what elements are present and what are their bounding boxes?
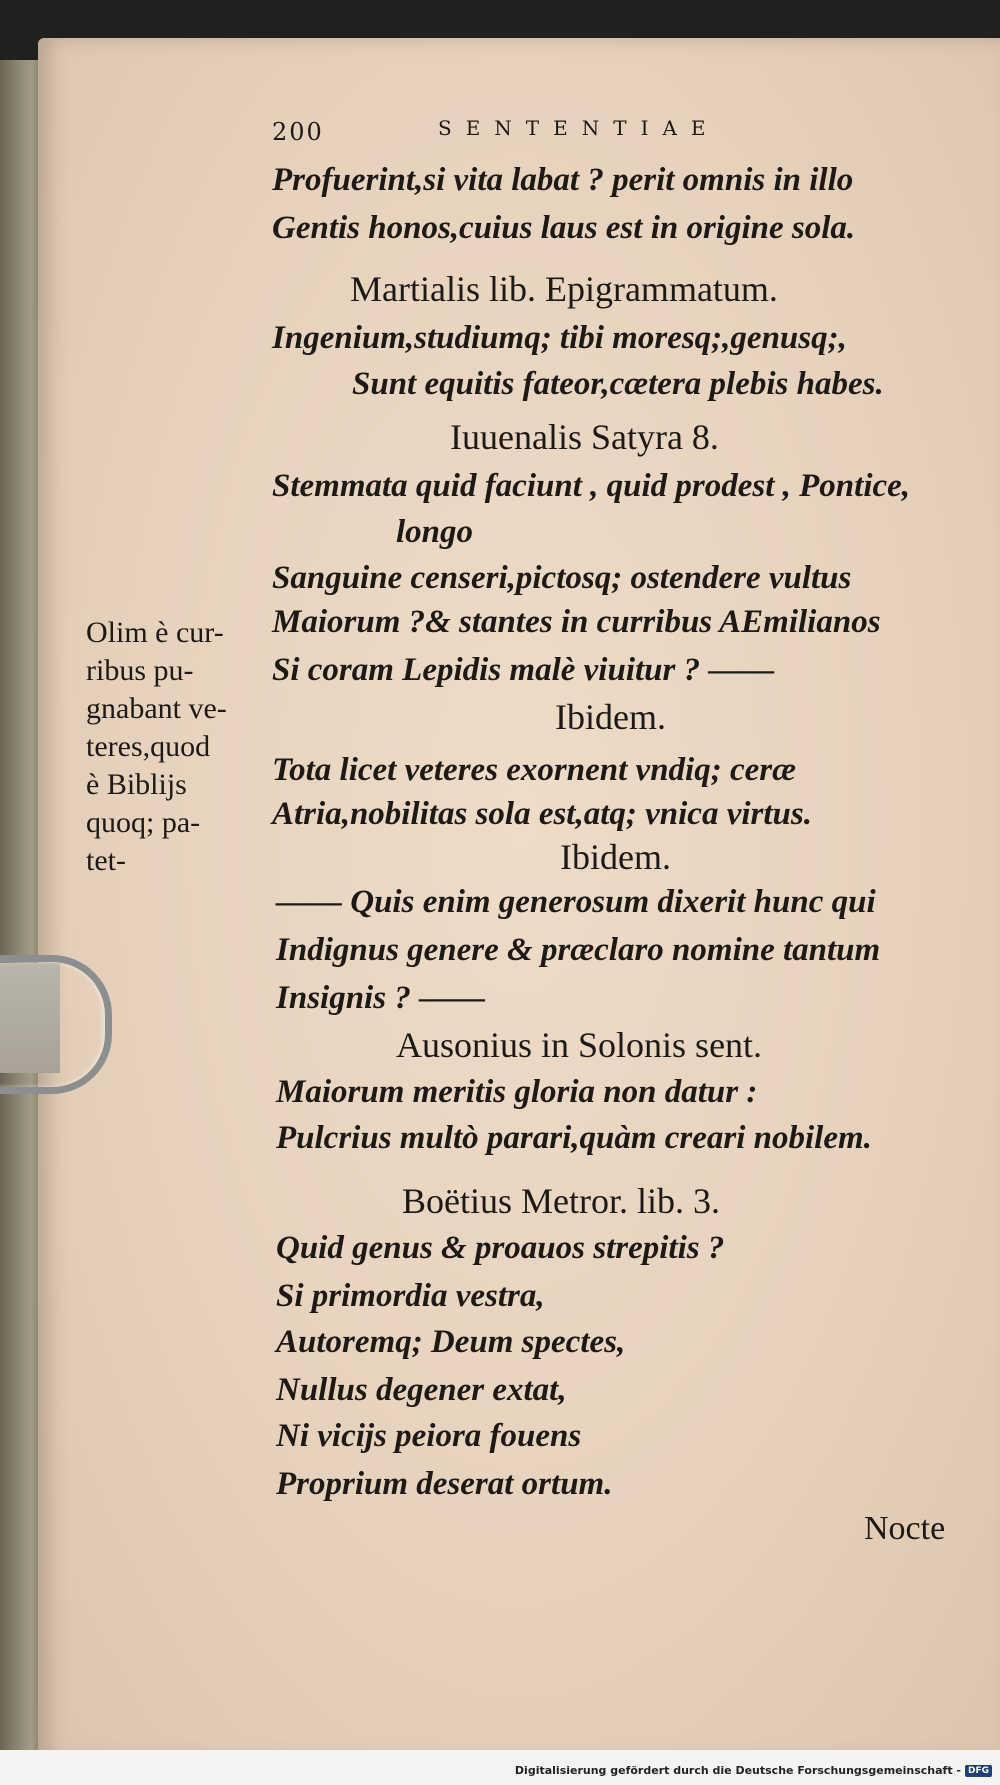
dfg-logo: DFG [965, 1765, 992, 1777]
verse-line: Indignus genere & præclaro nomine tantum [276, 932, 881, 968]
verse-line: Sanguine censeri,pictosq; ostendere vultus [272, 560, 852, 596]
verse-line: Ingenium,studiumq; tibi moresq;,genusq;, [272, 320, 847, 356]
verse-line: Proprium deserat ortum. [276, 1466, 613, 1502]
page-number: 200 [272, 118, 324, 146]
margin-note [86, 614, 276, 880]
verse-line: Insignis ? —— [276, 980, 486, 1016]
margin-note-line: ribus pu- [86, 654, 194, 687]
verse-line: Maiorum meritis gloria non datur : [276, 1074, 758, 1110]
verse-line: —— Quis enim generosum dixerit hunc qui [276, 884, 876, 920]
verse-line: Stemmata quid faciunt , quid prodest , Pontice, [272, 468, 911, 504]
margin-note-line: è Biblijs [86, 768, 187, 801]
verse-line: Si primordia vestra, [276, 1278, 545, 1314]
margin-note-line: gnabant ve- [86, 692, 227, 725]
section-heading: Ibidem. [555, 697, 666, 737]
verse-line: Profuerint,si vita labat ? perit omnis in illo [272, 162, 854, 198]
verse-line: Si coram Lepidis malè viuitur ? —— [272, 652, 775, 688]
margin-note-line: Olim è cur- [86, 616, 224, 649]
page-clip [0, 955, 112, 1094]
verse-line: Atria,nobilitas sola est,atq; vnica virtus. [272, 796, 812, 832]
verse-line: Quid genus & proauos strepitis ? [276, 1230, 725, 1266]
margin-note-line: teres,quod [86, 730, 211, 763]
verse-line: Autoremq; Deum spectes, [276, 1324, 626, 1360]
catchword: Nocte [864, 1510, 946, 1547]
margin-note-line: tet- [86, 844, 126, 877]
margin-note-line: quoq; pa- [86, 806, 201, 839]
credit-text: Digitalisierung gefördert durch die Deutsche Forschungsgemeinschaft - [514, 1764, 961, 1777]
verse-line: Ni vicijs peiora fouens [276, 1418, 582, 1454]
verse-line: Gentis honos,cuius laus est in origine sola. [272, 210, 856, 246]
digitization-credit [515, 1764, 992, 1777]
running-title: SENTENTIAE [438, 116, 720, 140]
verse-line: Tota licet veteres exornent vndiq; ceræ [272, 752, 796, 788]
verse-line: Nullus degener extat, [276, 1372, 567, 1408]
verse-line: Maiorum ?& stantes in curribus AEmilianos [272, 604, 881, 640]
section-heading: Ausonius in Solonis sent. [396, 1025, 763, 1065]
section-heading: Boëtius Metror. lib. 3. [402, 1181, 720, 1221]
verse-line: Sunt equitis fateor,cætera plebis habes. [352, 366, 884, 402]
verse-line: longo [396, 514, 474, 550]
section-heading: Martialis lib. Epigrammatum. [350, 269, 778, 309]
section-heading: Ibidem. [560, 837, 671, 877]
section-heading: Iuuenalis Satyra 8. [450, 417, 719, 457]
verse-line: Pulcrius multò parari,quàm creari nobilem. [276, 1120, 872, 1156]
